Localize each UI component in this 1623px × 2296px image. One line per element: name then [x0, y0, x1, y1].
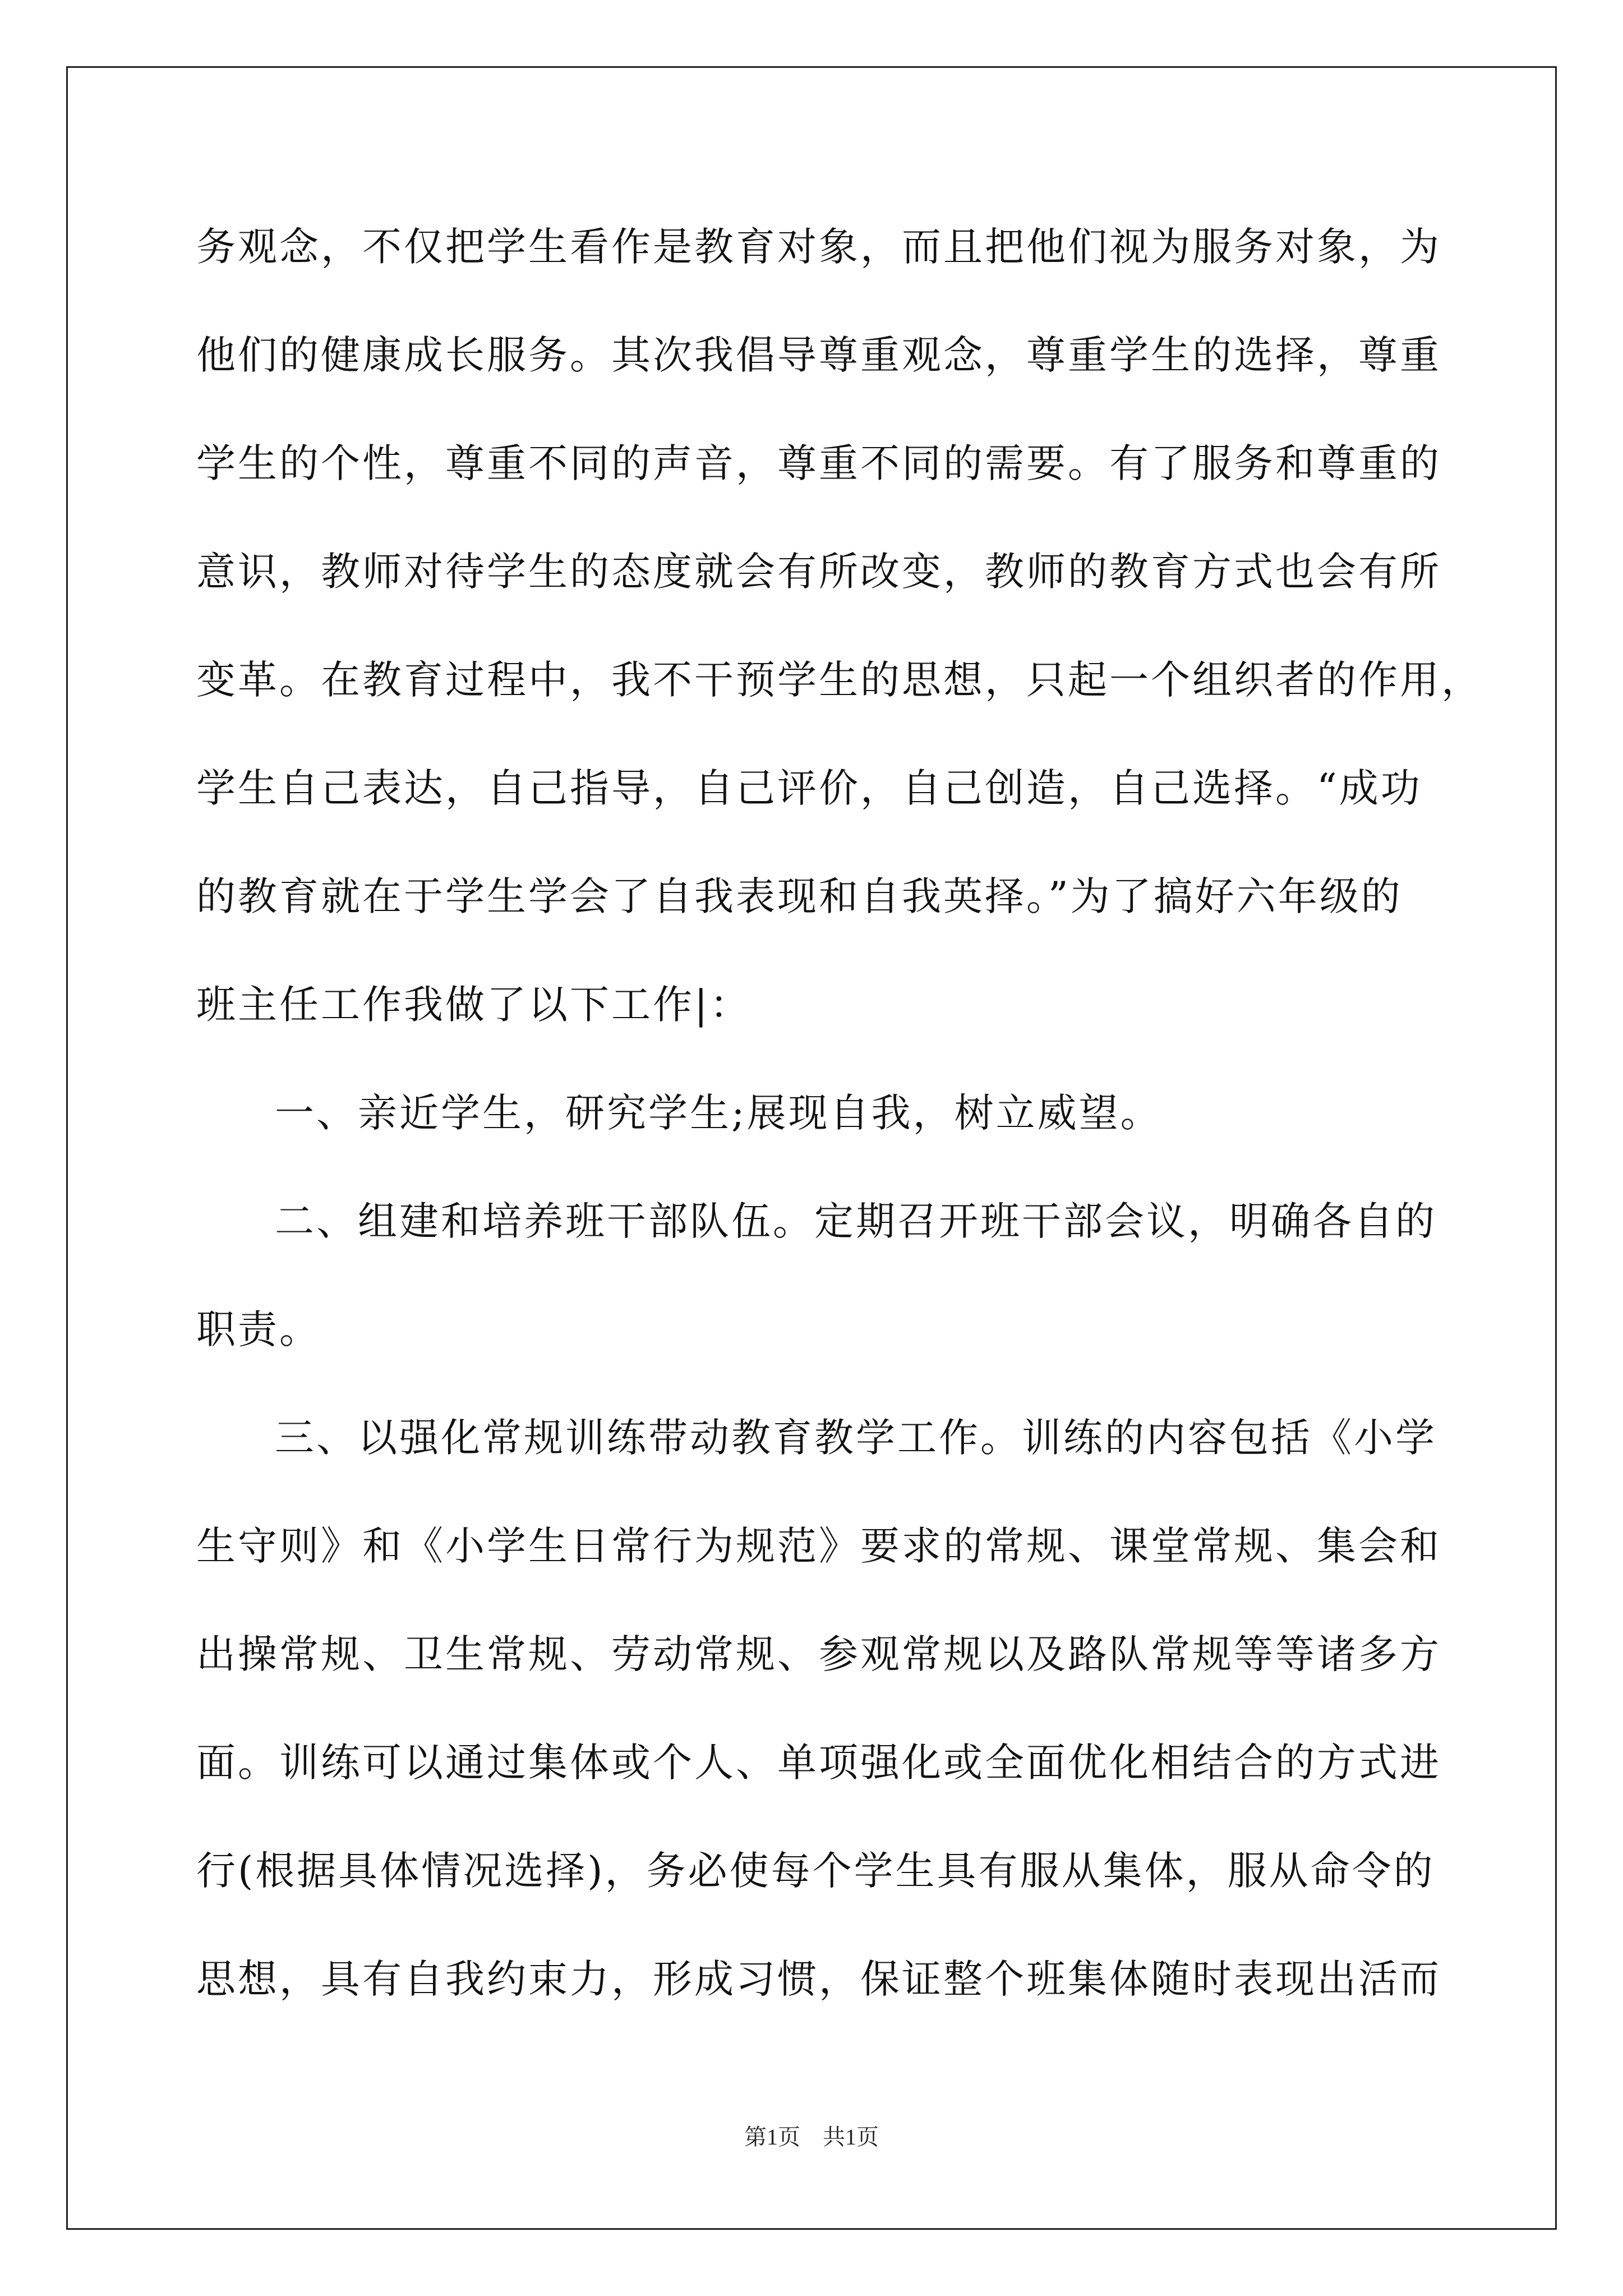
text-line: 务观念，不仅把学生看作是教育对象，而且把他们视为服务对象，为 [196, 224, 1441, 270]
page-footer: 第1页 共1页 [744, 2124, 879, 2150]
text-line: 学生的个性，尊重不同的声音，尊重不同的需要。有了服务和尊重的 [196, 440, 1441, 486]
page-border [66, 66, 1557, 2230]
text-line: 面。训练可以通过集体或个人、单项强化或全面优化相结合的方式进 [196, 1740, 1441, 1786]
text-line: 职责。 [196, 1306, 321, 1352]
text-line: 意识，教师对待学生的态度就会有所改变，教师的教育方式也会有所 [196, 549, 1441, 595]
text-line: 他们的健康成长服务。其次我倡导尊重观念，尊重学生的选择，尊重 [196, 332, 1441, 378]
text-line: 的教育就在于学生学会了自我表现和自我英择。”为了搞好六年级的 [196, 873, 1403, 919]
text-line: 班主任工作我做了以下工作|： [196, 982, 751, 1028]
text-line: 出操常规、卫生常规、劳动常规、参观常规以及路队常规等等诸多方 [196, 1631, 1441, 1677]
text-line: 行(根据具体情况选择)，务必使每个学生具有服从集体，服从命令的 [196, 1848, 1435, 1894]
text-line: 思想，具有自我约束力，形成习惯，保证整个班集体随时表现出活而 [196, 1956, 1441, 2002]
paragraph-item-2: 二、组建和培养班干部队伍。定期召开班干部会议，明确各自的 [275, 1198, 1437, 1244]
text-line: 生守则》和《小学生日常行为规范》要求的常规、课堂常规、集会和 [196, 1523, 1441, 1569]
paragraph-item-1: 一、亲近学生，研究学生;展现自我，树立威望。 [275, 1090, 1162, 1136]
text-line: 学生自己表达，自己指导，自己评价，自己创造，自己选择。“成功 [196, 765, 1422, 811]
paragraph-item-3: 三、以强化常规训练带动教育教学工作。训练的内容包括《小学 [275, 1415, 1437, 1461]
text-line: 变革。在教育过程中，我不干预学生的思想，只起一个组织者的作用， [196, 657, 1483, 703]
